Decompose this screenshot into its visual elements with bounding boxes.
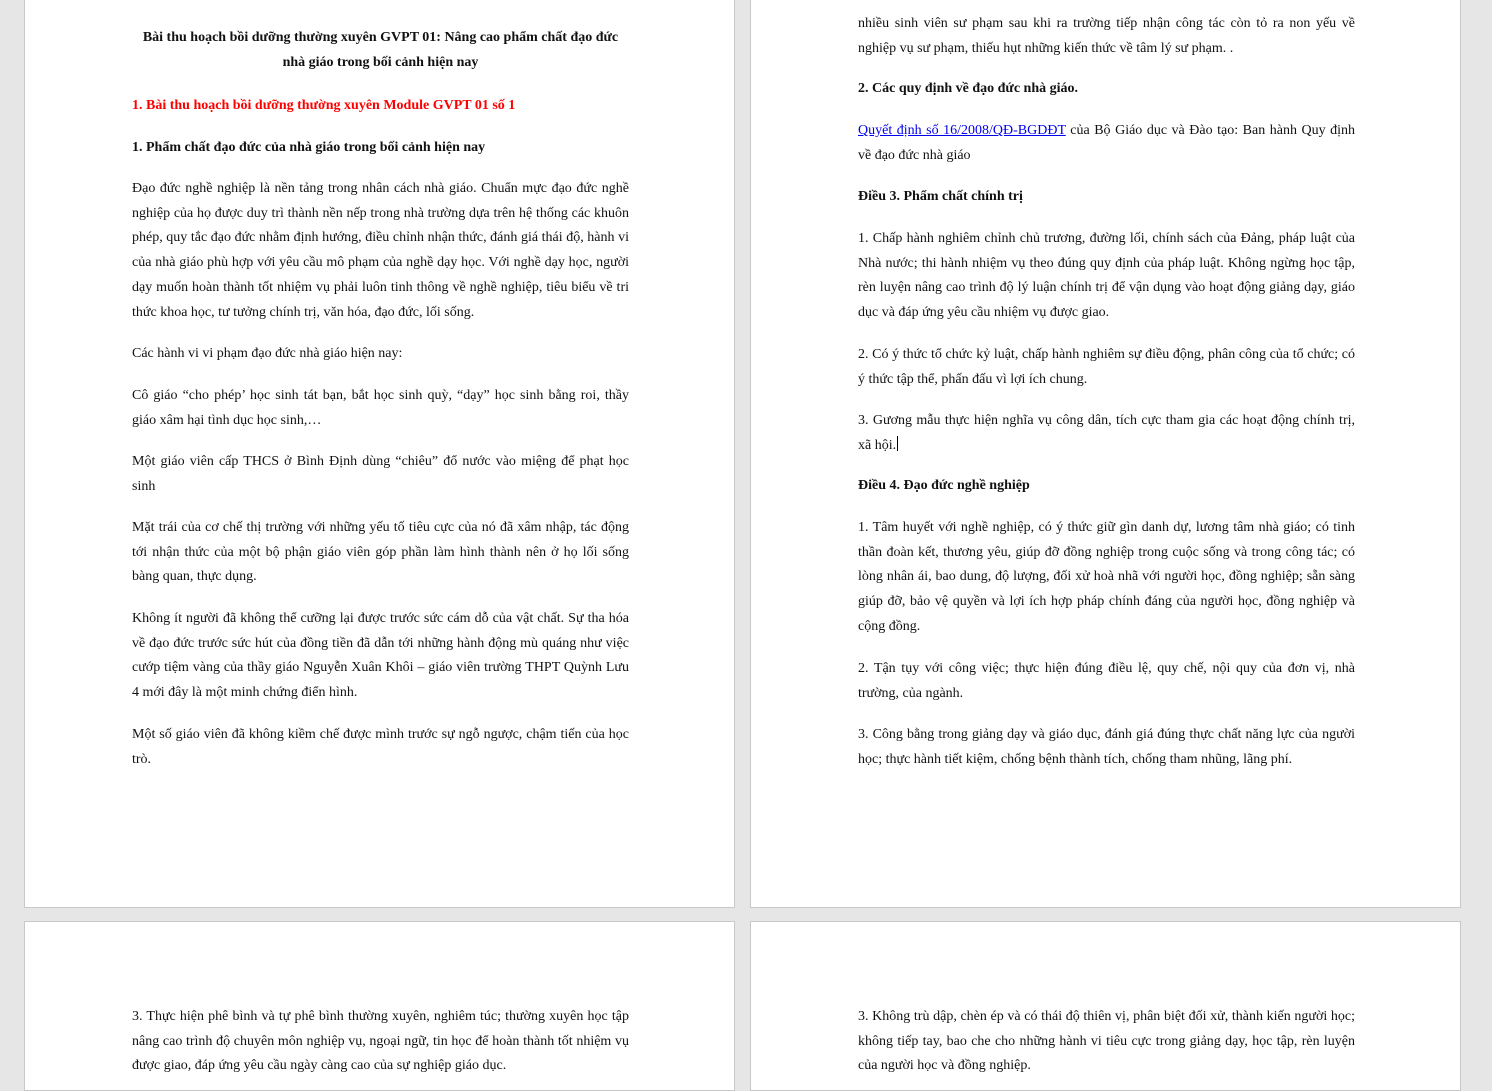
document-page-4[interactable]: [750, 921, 1461, 1091]
decision-paragraph: [858, 119, 1355, 168]
paragraph: Mặt trái của cơ chế thị trường với những yếu tố tiêu cực của nó đã xâm nhập, tác động tới nhận thức của một bộ phận giáo viên góp phần làm hình thành nên ở họ lối sống bàng quan, thực dụng.: [132, 520, 629, 585]
paragraph: Cô giáo “cho phép’ học sinh tát bạn, bắt học sinh quỳ, “dạy” học sinh bằng roi, thầy giáo xâm hại tình dục học sinh,…: [132, 388, 629, 428]
paragraph: 1. Tâm huyết với nghề nghiệp, có ý thức giữ gìn danh dự, lương tâm nhà giáo; có tinh thần đoàn kết, thương yêu, giúp đỡ đồng nghiệp trong cuộc sống và trong công tác; có lòng nhân ái, bao dung, độ lượng, đối xử hoà nhã với người học, đồng nghiệp; sẵn sàng giúp đỡ, bảo vệ quyền và lợi ích hợp pháp chính đáng của người học, đồng nghiệp và cộng đồng.: [858, 520, 1355, 634]
decision-text: của Bộ Giáo dục và Đào tạo: Ban hành Quy định về đạo đức nhà giáo: [858, 123, 1355, 163]
paragraph: Một giáo viên cấp THCS ở Bình Định dùng “chiêu” đổ nước vào miệng để phạt học sinh: [132, 454, 629, 494]
document-page-1[interactable]: [24, 0, 735, 908]
paragraph: 3. Không trù dập, chèn ép và có thái độ thiên vị, phân biệt đối xử, thành kiến người học; không tiếp tay, bao che cho những hành vi tiêu cực trong giảng dạy, học tập, rèn luyện của người học và đồng nghiệp.: [858, 1009, 1355, 1074]
paragraph: nhiều sinh viên sư phạm sau khi ra trường tiếp nhận công tác còn tỏ ra non yếu về nghiệp vụ sư phạm, thiếu hụt những kiến thức về tâm lý sư phạm. .: [858, 16, 1355, 56]
paragraph: Một số giáo viên đã không kiềm chế được mình trước sự ngỗ ngược, chậm tiến của học trò.: [132, 727, 629, 767]
paragraph: Các hành vi vi phạm đạo đức nhà giáo hiện nay:: [132, 346, 403, 361]
section-heading: 1. Phẩm chất đạo đức của nhà giáo trong bối cảnh hiện nay: [132, 140, 486, 155]
paragraph: Không ít người đã không thể cưỡng lại được trước sức cám dỗ của vật chất. Sự tha hóa về đạo đức trước sức hút của đồng tiền đã dẫn tới những hành động mù quáng như việc cướp tiệm vàng của thầy giáo Nguyễn Xuân Khôi – giáo viên trường THPT Quỳnh Lưu 4 mới đây là một minh chứng điển hình.: [132, 611, 629, 701]
paragraph: Đạo đức nghề nghiệp là nền tảng trong nhân cách nhà giáo. Chuẩn mực đạo đức nghề nghiệp của họ được duy trì thành nền nếp trong nhà trường dựa trên hệ thống các khuôn phép, quy tắc đạo đức nhằm định hướng, điều chỉnh nhận thức, đánh giá thái độ, hành vi của nhà giáo phù hợp với yêu cầu mô phạm của nghề dạy học. Với nghề dạy học, người dạy muốn hoàn thành tốt nhiệm vụ phải luôn tinh thông về nghề nghiệp, tiêu biểu về tri thức khoa học, tư tưởng chính trị, văn hóa, đạo đức, lối sống.: [132, 181, 629, 320]
top-cut-line: [135, 0, 632, 6]
document-title: Bài thu hoạch bồi dưỡng thường xuyên GVPT 01: Nâng cao phẩm chất đạo đức nhà giáo trong bối cảnh hiện nay: [142, 30, 619, 70]
article-heading: Điều 3. Phẩm chất chính trị: [858, 189, 1023, 204]
paragraph: 2. Tận tụy với công việc; thực hiện đúng điều lệ, quy chế, nội quy của đơn vị, nhà trường, của ngành.: [858, 661, 1355, 701]
text-cursor: [897, 436, 898, 451]
section-heading: 2. Các quy định về đạo đức nhà giáo.: [858, 81, 1079, 96]
article-heading: Điều 4. Đạo đức nghề nghiệp: [858, 478, 1030, 493]
decision-link[interactable]: Quyết định số 16/2008/QĐ-BGDĐT: [858, 123, 1066, 138]
paragraph: 2. Có ý thức tổ chức kỷ luật, chấp hành nghiêm sự điều động, phân công của tổ chức; có ý thức tập thể, phấn đấu vì lợi ích chung.: [858, 347, 1355, 387]
paragraph: 3. Thực hiện phê bình và tự phê bình thường xuyên, nghiêm túc; thường xuyên học tập nâng cao trình độ chuyên môn nghiệp vụ, ngoại ngữ, tin học để hoàn thành tốt nhiệm vụ được giao, đáp ứng yêu cầu ngày càng cao của sự nghiệp giáo dục.: [132, 1009, 629, 1074]
paragraph[interactable]: [858, 409, 1355, 458]
document-page-3[interactable]: [24, 921, 735, 1091]
paragraph: 3. Công bằng trong giảng dạy và giáo dục, đánh giá đúng thực chất năng lực của người học; thực hành tiết kiệm, chống bệnh thành tích, chống tham nhũng, lãng phí.: [858, 727, 1355, 767]
paragraph: 1. Chấp hành nghiêm chỉnh chủ trương, đường lối, chính sách của Đảng, pháp luật của Nhà nước; thi hành nhiệm vụ theo đúng quy định của pháp luật. Không ngừng học tập, rèn luyện nâng cao trình độ lý luận chính trị để vận dụng vào hoạt động giảng dạy, giáo dục và đáp ứng yêu cầu nhiệm vụ được giao.: [858, 231, 1355, 321]
top-cut-line: [858, 0, 1355, 6]
red-heading: 1. Bài thu hoạch bồi dưỡng thường xuyên Module GVPT 01 số 1: [132, 98, 516, 113]
document-page-2[interactable]: [750, 0, 1461, 908]
paragraph-text: 3. Gương mẫu thực hiện nghĩa vụ công dân, tích cực tham gia các hoạt động chính trị, xã hội.: [858, 413, 1355, 453]
